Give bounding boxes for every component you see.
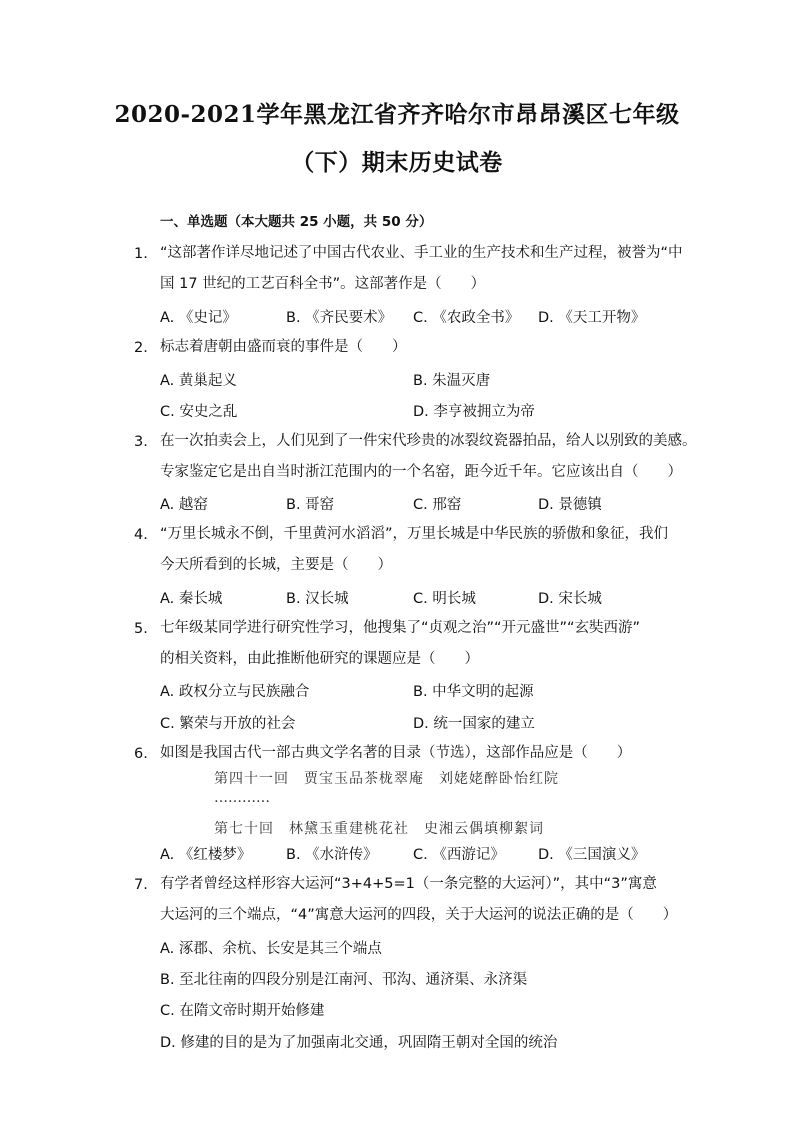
option-b[interactable]: B. 中华文明的起源 (413, 684, 534, 700)
option-d[interactable]: D. 宋长城 (538, 591, 602, 607)
question-number: 7. (134, 877, 148, 893)
option-a[interactable]: A. 《红楼梦》 (160, 847, 252, 863)
question-stem-line: 七年级某同学进行研究性学习，他搜集了“贞观之治”“开元盛世”“玄奘西游” (160, 620, 641, 636)
option-c[interactable]: C. 邢窑 (413, 497, 462, 513)
option-c[interactable]: C. 《农政全书》 (413, 310, 520, 326)
question-stem-line: 大运河的三个端点，“4”寓意大运河的四段，关于大运河的说法正确的是（ ） (160, 907, 678, 923)
page-title-line2: （下）期末历史试卷 (291, 149, 503, 176)
option-d[interactable]: D. 景德镇 (538, 497, 602, 513)
option-a[interactable]: A. 《史记》 (160, 310, 237, 326)
question-stem-line: 在一次拍卖会上，人们见到了一件宋代珍贵的冰裂纹瓷器拍品，给人以别致的美感。 (160, 433, 697, 449)
option-a[interactable]: A. 越窑 (160, 497, 208, 513)
question-stem-line: 的相关资料，由此推断他研究的课题应是（ ） (160, 651, 479, 667)
catalog-excerpt-line: 第七十回 林黛玉重建桃花社 史湘云偶填柳絮词 (214, 821, 544, 837)
option-d[interactable]: D. 李亨被拥立为帝 (413, 404, 535, 420)
page-title-line1: 2020-2021学年黑龙江省齐齐哈尔市昂昂溪区七年级 (114, 101, 680, 128)
option-b[interactable]: B. 至北往南的四段分别是江南河、邗沟、通济渠、永济渠 (160, 972, 528, 988)
option-c[interactable]: C. 繁荣与开放的社会 (160, 716, 296, 732)
option-c[interactable]: C. 在隋文帝时期开始修建 (160, 1003, 325, 1019)
question-number: 1. (134, 246, 148, 262)
option-c[interactable]: C. 《西游记》 (413, 847, 505, 863)
question-stem-line: 国 17 世纪的工艺百科全书”。这部著作是（ ） (160, 276, 486, 292)
option-a[interactable]: A. 黄巢起义 (160, 373, 237, 389)
option-b[interactable]: B. 汉长城 (286, 591, 349, 607)
question-stem-line: “这部著作详尽地记述了中国古代农业、手工业的生产技术和生产过程，被誉为“中 (160, 245, 683, 261)
option-a[interactable]: A. 秦长城 (160, 591, 223, 607)
option-b[interactable]: B. 朱温灭唐 (413, 373, 491, 389)
question-number: 6. (134, 746, 148, 762)
option-d[interactable]: D. 《天工开物》 (538, 310, 646, 326)
option-a[interactable]: A. 政权分立与民族融合 (160, 684, 310, 700)
option-c[interactable]: C. 安史之乱 (160, 404, 238, 420)
section-heading: 一、单选题（本大题共 25 小题，共 50 分） (160, 214, 433, 230)
option-c[interactable]: C. 明长城 (413, 591, 476, 607)
question-stem-line: “万里长城永不倒，千里黄河水滔滔”，万里长城是中华民族的骄傲和象征，我们 (160, 526, 669, 542)
question-stem-line: 专家鉴定它是出自当时浙江范围内的一个名窑，距今近千年。它应该出自（ ） (160, 464, 682, 480)
catalog-excerpt-ellipsis: ………… (214, 790, 270, 806)
option-d[interactable]: D. 《三国演义》 (538, 847, 646, 863)
question-number: 3. (134, 434, 148, 450)
option-a[interactable]: A. 涿郡、余杭、长安是其三个端点 (160, 941, 382, 957)
question-stem-line: 今天所看到的长城，主要是（ ） (160, 557, 392, 573)
catalog-excerpt-line: 第四十一回 贾宝玉品茶栊翠庵 刘姥姥醉卧怡红院 (214, 771, 559, 787)
question-number: 2. (134, 340, 148, 356)
question-stem-line: 如图是我国古代一部古典文学名著的目录（节选），这部作品应是（ ） (160, 745, 632, 761)
question-stem-line: 标志着唐朝由盛而衰的事件是（ ） (160, 339, 407, 355)
option-b[interactable]: B. 《齐民要术》 (286, 310, 393, 326)
option-d[interactable]: D. 统一国家的建立 (413, 716, 535, 732)
question-number: 5. (134, 621, 148, 637)
option-b[interactable]: B. 哥窑 (286, 497, 335, 513)
question-number: 4. (134, 527, 148, 543)
option-d[interactable]: D. 修建的目的是为了加强南北交通，巩固隋王朝对全国的统治 (160, 1035, 558, 1051)
question-stem-line: 有学者曾经这样形容大运河“3+4+5=1（一条完整的大运河）”，其中“3”寓意 (160, 876, 657, 892)
option-b[interactable]: B. 《水浒传》 (286, 847, 378, 863)
